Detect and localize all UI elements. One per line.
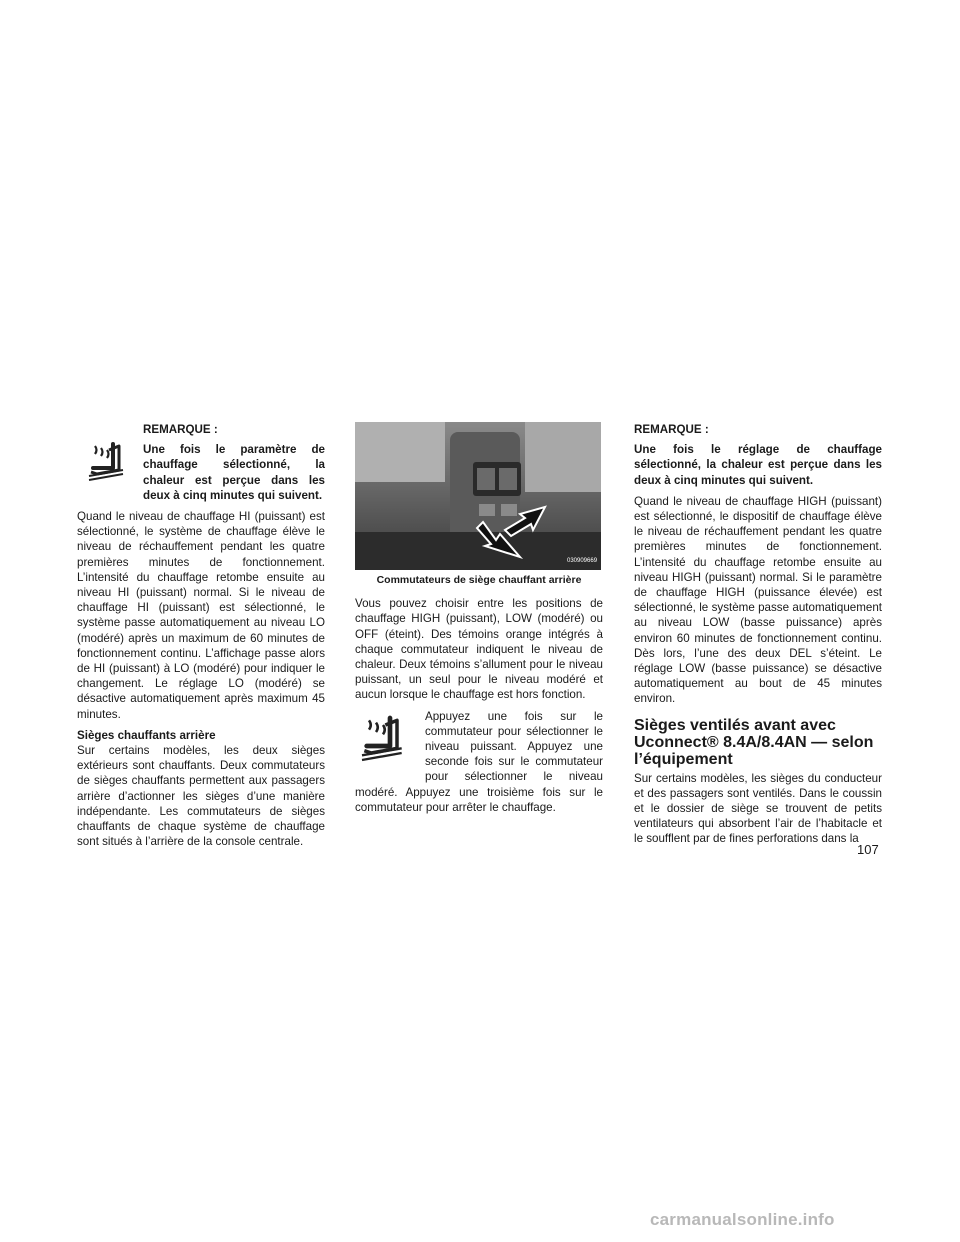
column-middle <box>355 422 603 821</box>
note-heading: REMARQUE : <box>634 423 709 436</box>
paragraph: Sur certains modèles, les deux sièges extérieurs sont chauffants. Deux commutateurs de sièges chauffants permettent aux passagers arrière d’actionner les sièges d’une manière indépendante. Les commutateurs de sièges chauffants de chaque système de chauffage sont situés à l’arrière de la console centrale. <box>77 744 325 849</box>
column-right <box>634 422 882 853</box>
column-left <box>77 422 325 855</box>
note-heading: REMARQUE : <box>143 423 218 436</box>
paragraph: Quand le niveau de chauffage HIGH (puissant) est sélectionné, le dispositif de chauffage élève le niveau de réchauffement pendant les quatre premières minutes de fonctionnement. L’intensité du chauffage retombe ensuite au niveau HIGH (puissant) normal. Si le paramètre de chauffage HIGH (puissance élevée) est sélectionné, le système passe automatiquement au niveau LOW (basse puissance) après environ 60 minutes de fonctionnement continu. Dès lors, l’une des deux DEL s’éteint. Le réglage LOW (basse puissance) se désactive automatiquement au bout de 45 minutes environ. <box>634 494 882 706</box>
figure-code: 030909669 <box>567 558 598 564</box>
heated-seat-icon <box>83 440 131 488</box>
figure-caption: Commutateurs de siège chauffant arrière <box>376 574 582 586</box>
note-text: Une fois le paramètre de chauffage sélectionné, la chaleur est perçue dans les deux à cinq minutes qui suivent. <box>143 443 325 502</box>
paragraph: Vous pouvez choisir entre les positions de chauffage HIGH (puissant), LOW (modéré) ou OFF (éteint). Des témoins orange intégrés à chaque commutateur indiquent le niveau de chaleur. Deux témoins s’allument pour le niveau puissant, un seul pour le niveau modéré et aucun lorsque le chauffage est hors fonction. <box>355 597 603 702</box>
paragraph: Sur certains modèles, les sièges du conducteur et des passagers sont ventilés. Dans le coussin et le dossier de siège se trouvent de petits ventilateurs qui absorbent l’air de l’habitacle et le soufflent par de fines perforations dans la <box>634 771 882 846</box>
section-title: Sièges ventilés avant avec Uconnect® 8.4A/8.4AN — selon l’équipement <box>634 716 874 768</box>
page-number: 107 <box>857 842 879 857</box>
watermark[interactable]: carmanualsonline.info <box>650 1210 835 1229</box>
heated-seat-icon <box>355 713 419 771</box>
subheading: Sièges chauffants arrière <box>77 728 216 742</box>
paragraph: Quand le niveau de chauffage HI (puissant) est sélectionné, le système de chauffage élève le niveau de réchauffement pendant les quatre premières minutes de fonctionnement. L’intensité du chauffage retombe ensuite au niveau HI (puissant) normal. Si le niveau de chauffage HI (puissant) est sélectionné, le système passe automatiquement au niveau LO (modéré) après un maximum de 60 minutes de fonctionnement continu. L’affichage passe alors de HI (puissant) à LO (modéré) pour indiquer le changement. Le réglage LO (modéré) se désactive automatiquement après maximum 45 minutes. <box>77 510 325 721</box>
note-text: Une fois le réglage de chauffage sélectionné, la chaleur est perçue dans les deux à cinq minutes qui suivent. <box>634 443 882 487</box>
rear-seat-switches-photo <box>355 422 601 570</box>
note-block <box>77 422 325 503</box>
paragraph: Appuyez une fois sur le commutateur pour sélectionner le niveau puissant. Appuyez une seconde fois sur le commutateur pour sélectionner le niveau modéré. Appuyez une troisième fois sur le commutateur pour arrêter le chauffage. <box>355 709 603 814</box>
